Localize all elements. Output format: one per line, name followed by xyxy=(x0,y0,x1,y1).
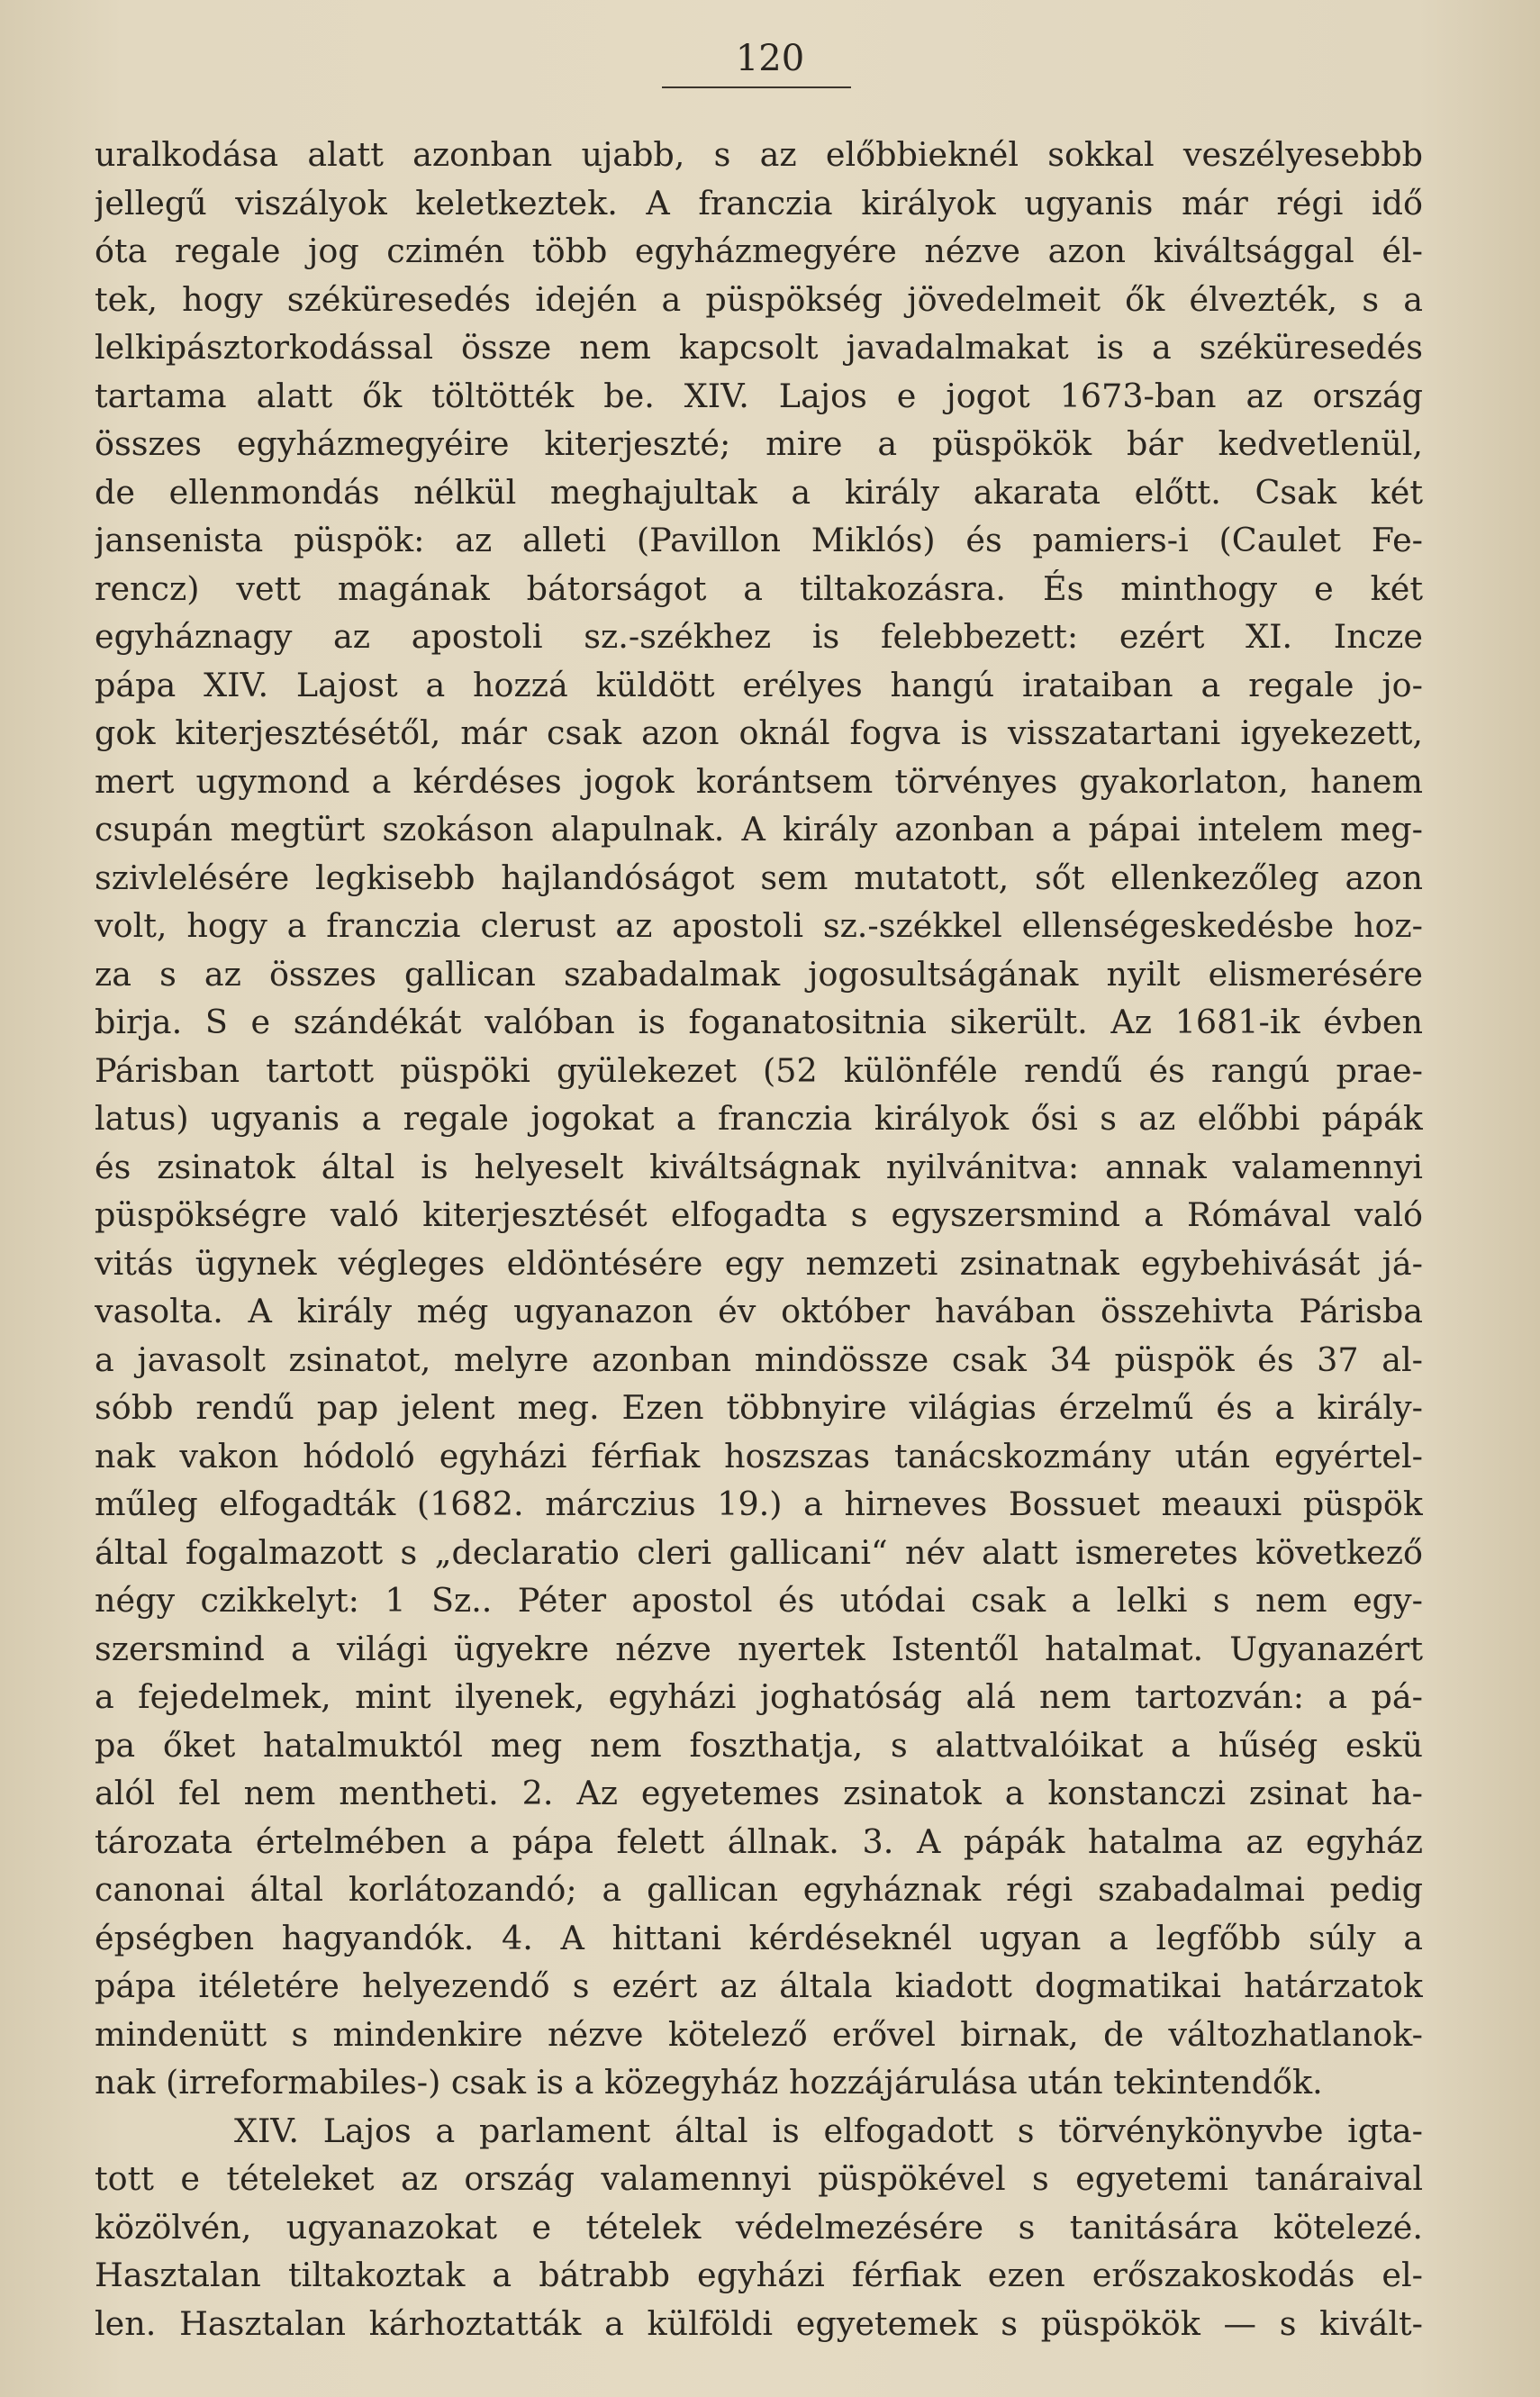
text-line: volt, hogy a franczia clerust az apostoli sz.-székkel ellenségeskedésbe hoz- xyxy=(95,906,1423,945)
text-line: püspökségre való kiterjesztését elfogadta s egyszersmind a Rómával való xyxy=(95,1195,1423,1234)
text-line: és zsinatok által is helyeselt kiváltságnak nyilvánitva: annak valamennyi xyxy=(95,1147,1423,1186)
text-line: tek, hogy széküresedés idején a püspökség jövedelmeit ők élvezték, s a xyxy=(95,279,1423,319)
text-line: latus) ugyanis a regale jogokat a franczia királyok ősi s az előbbi pápák xyxy=(95,1099,1423,1138)
text-line: szersmind a világi ügyekre nézve nyertek Istentől hatalmat. Ugyanazért xyxy=(95,1629,1423,1668)
text-line: a fejedelmek, mint ilyenek, egyházi joghatóság alá nem tartozván: a pá- xyxy=(95,1677,1423,1716)
text-line: szivlelésére legkisebb hajlandóságot sem mutatott, sőt ellenkezőleg azon xyxy=(95,858,1423,897)
text-line: a javasolt zsinatot, melyre azonban mindössze csak 34 püspök és 37 al- xyxy=(95,1339,1423,1379)
text-line: vitás ügynek végleges eldöntésére egy nemzeti zsinatnak egybehivását já- xyxy=(95,1243,1423,1283)
text-line: nak vakon hódoló egyházi férfiak hoszszas tanácskozmány után egyértel- xyxy=(95,1436,1423,1475)
text-line: rencz) vett magának bátorságot a tiltakozásra. És minthogy e két xyxy=(95,568,1423,608)
text-line: sóbb rendű pap jelent meg. Ezen többnyire világias érzelmű és a király- xyxy=(95,1388,1423,1427)
text-line: pápa XIV. Lajost a hozzá küldött erélyes hangú irataiban a regale jo- xyxy=(95,665,1423,704)
text-line: által fogalmazott s „declaratio cleri gallicani“ név alatt ismeretes következő xyxy=(95,1532,1423,1572)
text-line: len. Hasztalan kárhoztatták a külföldi egyetemek s püspökök — s kivált- xyxy=(95,2303,1423,2343)
text-line: XIV. Lajos a parlament által is elfogadott s törvénykönyvbe igta- xyxy=(234,2111,1423,2150)
text-line: Hasztalan tiltakoztak a bátrabb egyházi férfiak ezen erőszakoskodás el- xyxy=(95,2256,1423,2294)
text-line: vasolta. A király még ugyanazon év október havában összehivta Párisba xyxy=(95,1292,1423,1330)
text-line: tott e tételeket az ország valamennyi püspökével s egyetemi tanáraival xyxy=(95,2159,1423,2198)
text-line: csupán megtürt szokáson alapulnak. A király azonban a pápai intelem meg- xyxy=(95,810,1423,849)
text-line: pápa itéletére helyezendő s ezért az általa kiadott dogmatikai határzatok xyxy=(95,1966,1423,2005)
text-line: jansenista püspök: az alleti (Pavillon Miklós) és pamiers-i (Caulet Fe- xyxy=(95,521,1423,559)
text-line: uralkodása alatt azonban ujabb, s az előbbieknél sokkal veszélyesebbb xyxy=(95,135,1423,174)
text-line: tartama alatt ők töltötték be. XIV. Lajos e jogot 1673-ban az ország xyxy=(95,376,1423,415)
text-line: gok kiterjesztésétől, már csak azon oknál fogva is visszatartani igyekezett, xyxy=(95,713,1423,752)
text-line: óta regale jog czimén több egyházmegyére nézve azon kiváltsággal él- xyxy=(95,232,1423,270)
text-line: alól fel nem mentheti. 2. Az egyetemes zsinatok a konstanczi zsinat ha- xyxy=(95,1774,1423,1812)
text-line: épségben hagyandók. 4. A hittani kérdéseknél ugyan a legfőbb súly a xyxy=(95,1918,1423,1957)
text-line: Párisban tartott püspöki gyülekezet (52 különféle rendű és rangú prae- xyxy=(95,1050,1423,1090)
text-line: lelkipásztorkodással össze nem kapcsolt javadalmakat is a széküresedés xyxy=(95,328,1423,367)
text-line: canonai által korlátozandó; a gallican egyháznak régi szabadalmai pedig xyxy=(95,1870,1423,1909)
text-line: pa őket hatalmuktól meg nem foszthatja, s alattvalóikat a hűség eskü xyxy=(95,1725,1423,1765)
text-line: egyháznagy az apostoli sz.-székhez is felebbezett: ezért XI. Incze xyxy=(95,617,1423,656)
text-line: jellegű viszályok keletkeztek. A franczia királyok ugyanis már régi idő xyxy=(95,183,1423,222)
page-number-rule xyxy=(662,86,851,88)
text-line: za s az összes gallican szabadalmak jogosultságának nyilt elismerésére xyxy=(95,954,1423,994)
text-line: négy czikkelyt: 1 Sz.. Péter apostol és utódai csak a lelki s nem egy- xyxy=(95,1581,1423,1620)
text-line: nak (irreformabiles-) csak is a közegyház hozzájárulása után tekintendők. xyxy=(95,2063,1323,2102)
text-line: mindenütt s mindenkire nézve kötelező erővel birnak, de változhatlanok- xyxy=(95,2014,1423,2054)
text-line: közölvén, ugyanazokat e tételek védelmezésére s tanitására kötelezé. xyxy=(95,2207,1423,2247)
text-line: tározata értelmében a pápa felett állnak. 3. A pápák hatalma az egyház xyxy=(95,1821,1423,1861)
text-line: birja. S e szándékát valóban is foganatositnia sikerült. Az 1681-ik évben xyxy=(95,1003,1423,1041)
text-line: összes egyházmegyéire kiterjeszté; mire a püspökök bár kedvetlenül, xyxy=(95,424,1423,463)
page-number: 120 xyxy=(735,38,805,79)
text-line: de ellenmondás nélkül meghajultak a király akarata előtt. Csak két xyxy=(95,472,1423,512)
text-line: mert ugymond a kérdéses jogok korántsem törvényes gyakorlaton, hanem xyxy=(95,761,1423,801)
text-line: műleg elfogadták (1682. márczius 19.) a hirneves Bossuet meauxi püspök xyxy=(95,1485,1423,1523)
body-text xyxy=(95,131,1423,2347)
